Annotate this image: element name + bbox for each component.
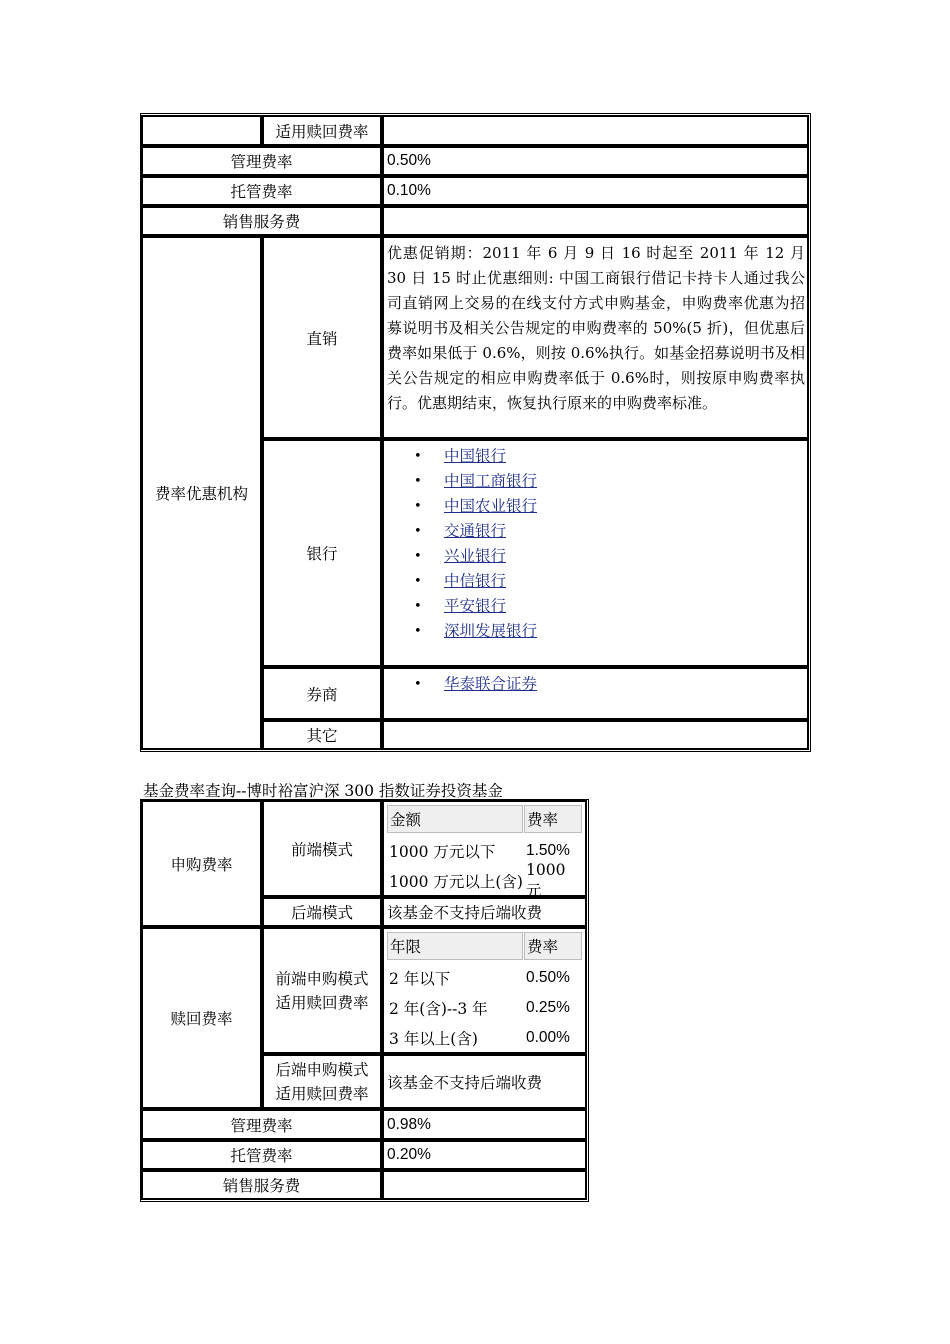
list-item	[384, 672, 807, 697]
table2-custody-label: 托管费率	[141, 1140, 382, 1170]
table2-custody-value: 0.20%	[382, 1140, 587, 1170]
subscription-label: 申购费率	[141, 800, 262, 927]
table2-management-value: 0.98%	[382, 1109, 587, 1140]
table1-broker-label: 券商	[262, 667, 382, 720]
bank-link[interactable]: 中国工商银行	[444, 472, 538, 490]
back-redeem-label-line1: 后端申购模式	[275, 1060, 369, 1079]
rate-cell: 1.50%	[526, 842, 570, 859]
front-mode-table-cell	[382, 800, 587, 900]
list-item	[384, 519, 807, 544]
bullet-icon: •	[414, 677, 422, 692]
redeem-table-cell	[382, 927, 587, 1054]
amount-header: 金额	[387, 805, 523, 833]
front-redeem-label	[262, 927, 382, 1054]
table1-management-label: 管理费率	[141, 146, 382, 176]
table1-direct-label: 直销	[262, 236, 382, 439]
years-header: 年限	[387, 932, 523, 960]
list-item	[384, 619, 807, 644]
bank-link[interactable]: 中国银行	[444, 447, 507, 465]
fund-caption: 基金费率查询--博时裕富沪深 300 指数证券投资基金	[143, 782, 503, 800]
table1-blank-cell	[141, 115, 262, 146]
bullet-icon: •	[414, 574, 422, 589]
table1-other-label: 其它	[262, 720, 382, 750]
bank-link[interactable]: 平安银行	[444, 597, 507, 615]
rate-cell: 0.25%	[526, 999, 570, 1016]
table1-discount-label: 费率优惠机构	[141, 236, 262, 750]
back-redeem-value: 该基金不支持后端收费	[382, 1054, 587, 1109]
broker-list	[384, 669, 807, 697]
bank-list	[384, 441, 807, 644]
table2-management-label: 管理费率	[141, 1109, 382, 1140]
table1-redeem-label: 适用赎回费率	[262, 115, 382, 146]
table1-management-value: 0.50%	[382, 146, 809, 176]
rate-cell: 1000 元	[526, 861, 566, 900]
rate-cell: 0.00%	[526, 1029, 570, 1046]
years-cell: 2 年(含)--3 年	[389, 1000, 488, 1018]
table1-custody-label: 托管费率	[141, 176, 382, 206]
rate-header: 费率	[524, 932, 582, 960]
table1-sales-label: 销售服务费	[141, 206, 382, 236]
bullet-icon: •	[414, 474, 422, 489]
bank-link[interactable]: 深圳发展银行	[444, 622, 538, 640]
back-mode-value: 该基金不支持后端收费	[382, 897, 587, 927]
list-item	[384, 594, 807, 619]
bank-link[interactable]: 中信银行	[444, 572, 507, 590]
broker-link[interactable]: 华泰联合证券	[444, 675, 538, 693]
years-cell: 2 年以下	[389, 970, 451, 988]
back-mode-label: 后端模式	[262, 897, 382, 927]
list-item	[384, 444, 807, 469]
years-cell: 3 年以上(含)	[389, 1030, 478, 1048]
bank-link[interactable]: 交通银行	[444, 522, 507, 540]
front-redeem-label-line2: 适用赎回费率	[275, 993, 369, 1012]
table1-direct-text: 优惠促销期：2011 年 6 月 9 日 16 时起至 2011 年 12 月 30 日 15 时止优惠细则: 中国工商银行借记卡持卡人通过我公司直销网上交易的在线支付方式申购基金，申购费率优惠为招募说明书及相关公告规定的申购费率的 50%(5 折)，但优惠后费率如果低于 0.6%，则按 0.6%执行。如基金招募说明书及相关公告规定的相应申购费率低于 0.6%时，则按原申购费率执行。优惠期结束，恢复执行原来的申购费率标准。	[382, 236, 809, 439]
amount-cell: 1000 万元以下	[389, 843, 496, 861]
rate-header: 费率	[524, 805, 582, 833]
amount-cell: 1000 万元以上(含)	[389, 873, 523, 891]
table1-bank-list-cell	[382, 439, 809, 667]
table2-sales-value	[382, 1170, 587, 1200]
bullet-icon: •	[414, 549, 422, 564]
bullet-icon: •	[414, 524, 422, 539]
front-redeem-label-line1: 前端申购模式	[275, 969, 369, 988]
table2-sales-label: 销售服务费	[141, 1170, 382, 1200]
list-item	[384, 494, 807, 519]
bullet-icon: •	[414, 449, 422, 464]
front-mode-label: 前端模式	[262, 800, 382, 897]
rate-cell: 0.50%	[526, 969, 570, 986]
list-item	[384, 544, 807, 569]
back-redeem-label-line2: 适用赎回费率	[275, 1084, 369, 1103]
table1-broker-list-cell	[382, 667, 809, 720]
table1-other-value	[382, 720, 809, 750]
list-item	[384, 469, 807, 494]
table1-custody-value: 0.10%	[382, 176, 809, 206]
table1-redeem-value	[382, 115, 809, 146]
back-redeem-label	[262, 1054, 382, 1109]
bank-link[interactable]: 中国农业银行	[444, 497, 538, 515]
bullet-icon: •	[414, 499, 422, 514]
redeem-label: 赎回费率	[141, 927, 262, 1109]
list-item	[384, 569, 807, 594]
bullet-icon: •	[414, 624, 422, 639]
table1-bank-label: 银行	[262, 439, 382, 667]
bullet-icon: •	[414, 599, 422, 614]
table1-sales-value	[382, 206, 809, 236]
bank-link[interactable]: 兴业银行	[444, 547, 507, 565]
